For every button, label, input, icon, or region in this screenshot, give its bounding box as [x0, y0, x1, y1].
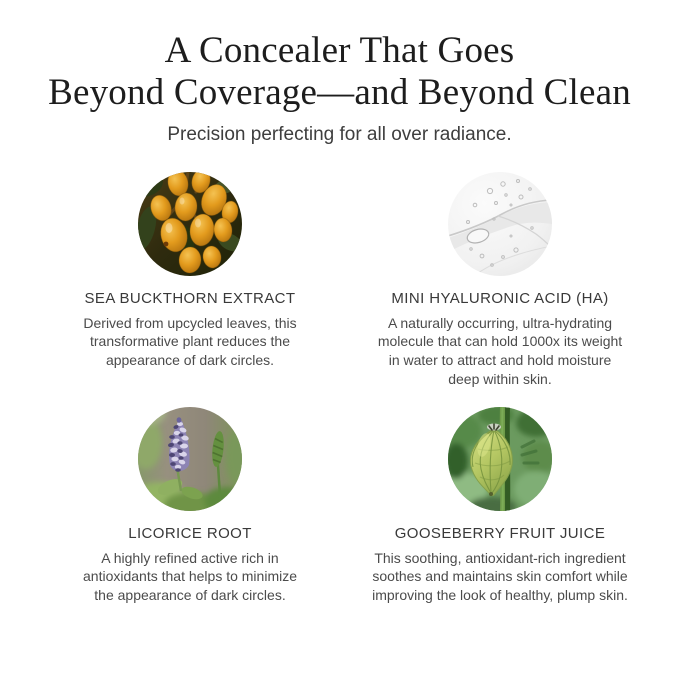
ingredient-title: GOOSEBERRY FRUIT JUICE: [394, 524, 606, 542]
ingredient-card-licorice-root: [45, 407, 335, 605]
ingredient-title: LICORICE ROOT: [128, 524, 252, 542]
clear-gel-bubbles-photo: [448, 172, 552, 276]
ingredient-description: A highly refined active rich in antioxidants that helps to minimize the appearance of dark circles.: [83, 549, 297, 604]
page-title-line-2: Beyond Coverage—and Beyond Clean: [48, 71, 631, 113]
sea-buckthorn-image: [138, 172, 242, 276]
page-subtitle: Precision perfecting for all over radiance.: [167, 123, 512, 145]
ingredient-title: SEA BUCKTHORN EXTRACT: [84, 289, 296, 307]
page-title-line-1: A Concealer That Goes: [164, 30, 515, 71]
ingredient-description: Derived from upcycled leaves, this transformative plant reduces the appearance of dark circles.: [83, 314, 297, 369]
ingredient-card-gooseberry: [355, 407, 645, 605]
gooseberry-fruit-photo: [448, 407, 552, 511]
ingredient-description: A naturally occurring, ultra-hydrating molecule that can hold 1000x its weight in water to attract and hold moisture deep within skin.: [377, 314, 623, 387]
licorice-flower-photo: [138, 407, 242, 511]
page-title: [0, 30, 679, 114]
licorice-flower-image: [138, 407, 242, 511]
ingredient-card-sea-buckthorn: [45, 172, 335, 389]
ingredient-grid: [45, 172, 645, 605]
ingredient-card-hyaluronic-acid: [355, 172, 645, 389]
ingredient-title: MINI HYALURONIC ACID (HA): [391, 289, 609, 307]
ingredient-description: This soothing, antioxidant-rich ingredient soothes and maintains skin comfort while improving the look of healthy, plump skin.: [372, 549, 628, 604]
gel-texture-image: [448, 172, 552, 276]
sea-buckthorn-berries-photo: [138, 172, 242, 276]
gooseberry-image: [448, 407, 552, 511]
header: [0, 0, 679, 146]
